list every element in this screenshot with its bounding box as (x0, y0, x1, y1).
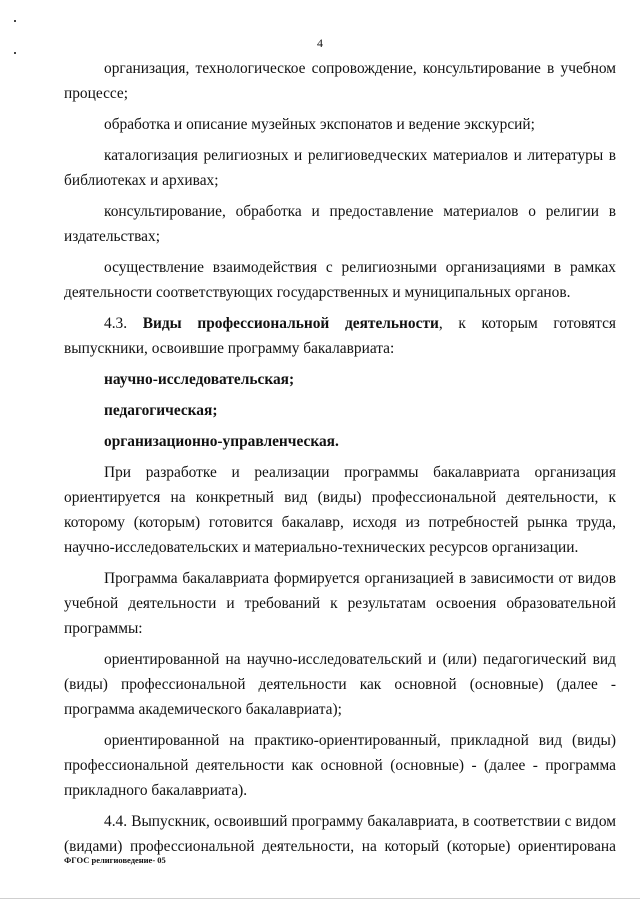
paragraph-12: ориентированной на научно-исследовательский и (или) педагогический вид (виды) профессиональной деятельности как основной (основные) (далее - программа академического бакалавриата); (64, 651, 616, 718)
section-4-3 (64, 311, 616, 361)
section-4-3-number: 4.3. (104, 315, 128, 332)
document-body (64, 56, 616, 859)
page-number: 4 (317, 36, 323, 50)
paragraph-10: При разработке и реализации программы бакалавриата организация ориентируется на конкретный вид (виды) профессиональной деятельности, к которому (которым) готовится бакалавр, исходя из потребностей рынка труда, научно-исследовательских и материально-технических ресурсов организации. (64, 464, 616, 556)
paragraph-5: осуществление взаимодействия с религиозными организациями в рамках деятельности соответствующих государственных и муниципальных органов. (64, 259, 616, 301)
section-4-3-bold: Виды профессиональной деятельности (142, 315, 439, 332)
activity-type-research: научно-исследовательская; (104, 371, 295, 388)
footer-label: ФГОС религиоведение- 05 (64, 855, 166, 865)
section-4-4: 4.4. Выпускник, освоивший программу бакалавриата, в соответствии с видом (видами) профессиональной деятельности, на который (которые) ориентирована (64, 813, 616, 855)
scan-mark-top (14, 20, 16, 22)
activity-type-pedagogical: педагогическая; (104, 402, 218, 419)
scan-mark-upper (14, 52, 16, 54)
paragraph-11: Программа бакалавриата формируется организацией в зависимости от видов учебной деятельности и требований к результатам освоения образовательной программы: (64, 570, 616, 637)
section-4-3-text: , к которым готовятся выпускники, освоившие программу бакалавриата: (64, 315, 616, 357)
activity-type-managerial: организационно-управленческая. (104, 433, 339, 450)
paragraph-1: организация, технологическое сопровождение, консультирование в учебном процессе; (64, 60, 616, 102)
paragraph-13: ориентированной на практико-ориентированный, прикладной вид (виды) профессиональной деятельности как основной (основные) - (далее - программа прикладного бакалавриата). (64, 732, 616, 799)
paragraph-4: консультирование, обработка и предоставление материалов о религии в издательствах; (64, 203, 616, 245)
paragraph-3: каталогизация религиозных и религиоведческих материалов и литературы в библиотеках и архивах; (64, 147, 616, 189)
scan-bottom-edge (0, 898, 640, 899)
paragraph-2: обработка и описание музейных экспонатов и ведение экскурсий; (104, 116, 535, 133)
